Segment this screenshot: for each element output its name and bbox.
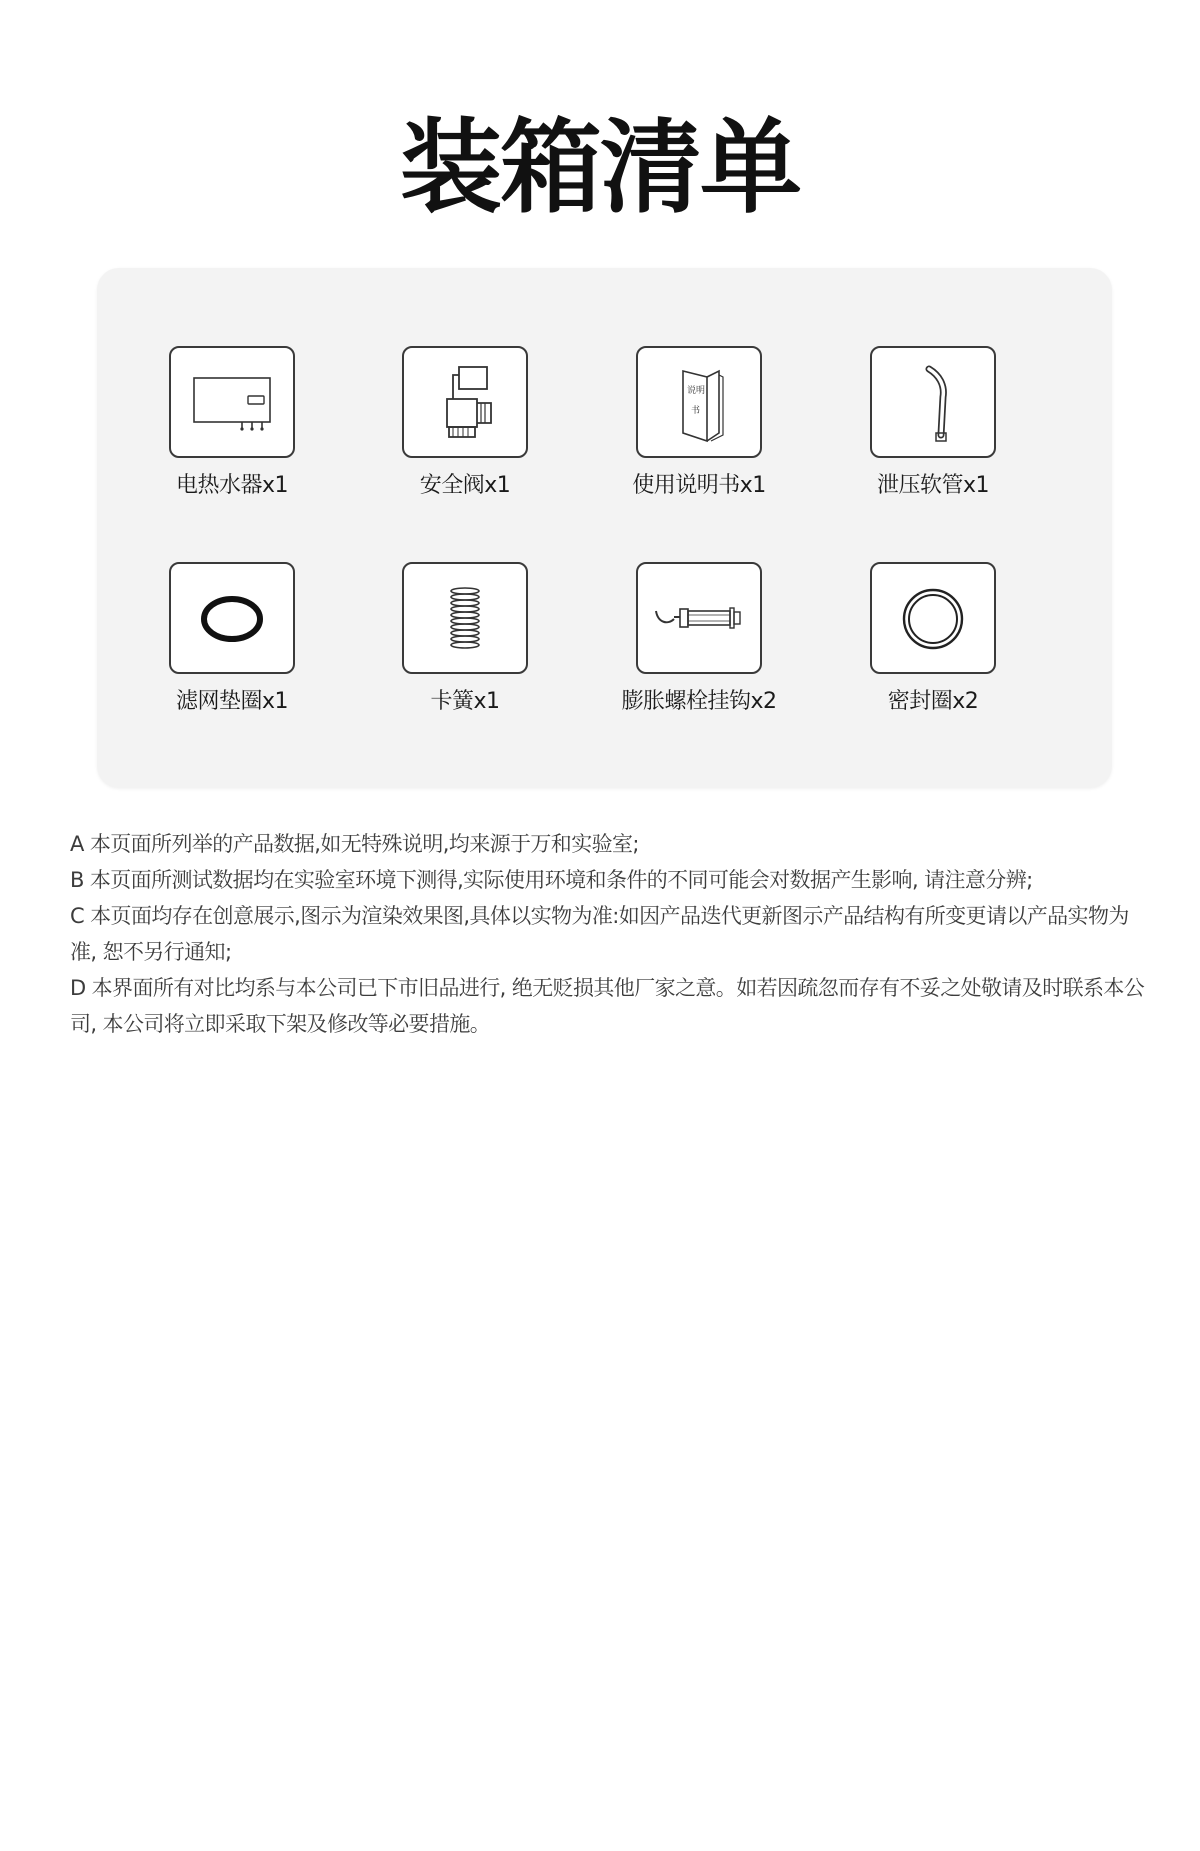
manual-booklet-icon [636,346,762,458]
item-label: 密封圈x2 [887,689,979,714]
water-heater-icon [169,346,295,458]
packing-list-panel [97,268,1112,788]
seal-ring-icon [870,562,996,674]
item-manual [579,346,819,499]
note-d: D 本界面所有对比均系与本公司已下市旧品进行, 绝无贬损其他厂家之意。如若因疏忽而存有不妥之处敬请及时联系本公司, 本公司将立即采取下架及修改等必要措施。 [70,976,1145,1036]
item-label: 泄压软管x1 [876,473,990,498]
item-label: 电热水器x1 [175,473,289,498]
filter-gasket-icon [169,562,295,674]
item-label: 卡簧x1 [430,689,500,714]
item-water-heater [112,346,352,499]
item-label: 使用说明书x1 [632,473,766,498]
expansion-bolt-hook-icon [636,562,762,674]
item-label: 膨胀螺栓挂钩x2 [621,689,777,714]
note-c: C 本页面均存在创意展示,图示为渲染效果图,具体以实物为准:如因产品迭代更新图示产品结构有所变更请以产品实物为准, 恕不另行通知; [70,904,1129,964]
disclaimer-notes [70,826,1150,1042]
note-a: A 本页面所列举的产品数据,如无特殊说明,均来源于万和实验室; [70,832,639,856]
item-expansion-bolt-hook [579,562,819,715]
page-title: 装箱清单 [400,109,800,228]
item-spring-clip [345,562,585,715]
note-b: B 本页面所测试数据均在实验室环境下测得,实际使用环境和条件的不同可能会对数据产生影响, 请注意分辨; [70,868,1033,892]
manual-cover-text-2: 书 [691,406,701,416]
item-label: 安全阀x1 [419,473,511,498]
item-safety-valve [345,346,585,499]
relief-hose-icon [870,346,996,458]
item-relief-hose [813,346,1053,499]
item-filter-gasket [112,562,352,715]
spring-clip-icon [402,562,528,674]
item-label: 滤网垫圈x1 [175,689,289,714]
safety-valve-icon [402,346,528,458]
manual-cover-text-1: 说明 [687,386,706,396]
item-seal-ring [813,562,1053,715]
